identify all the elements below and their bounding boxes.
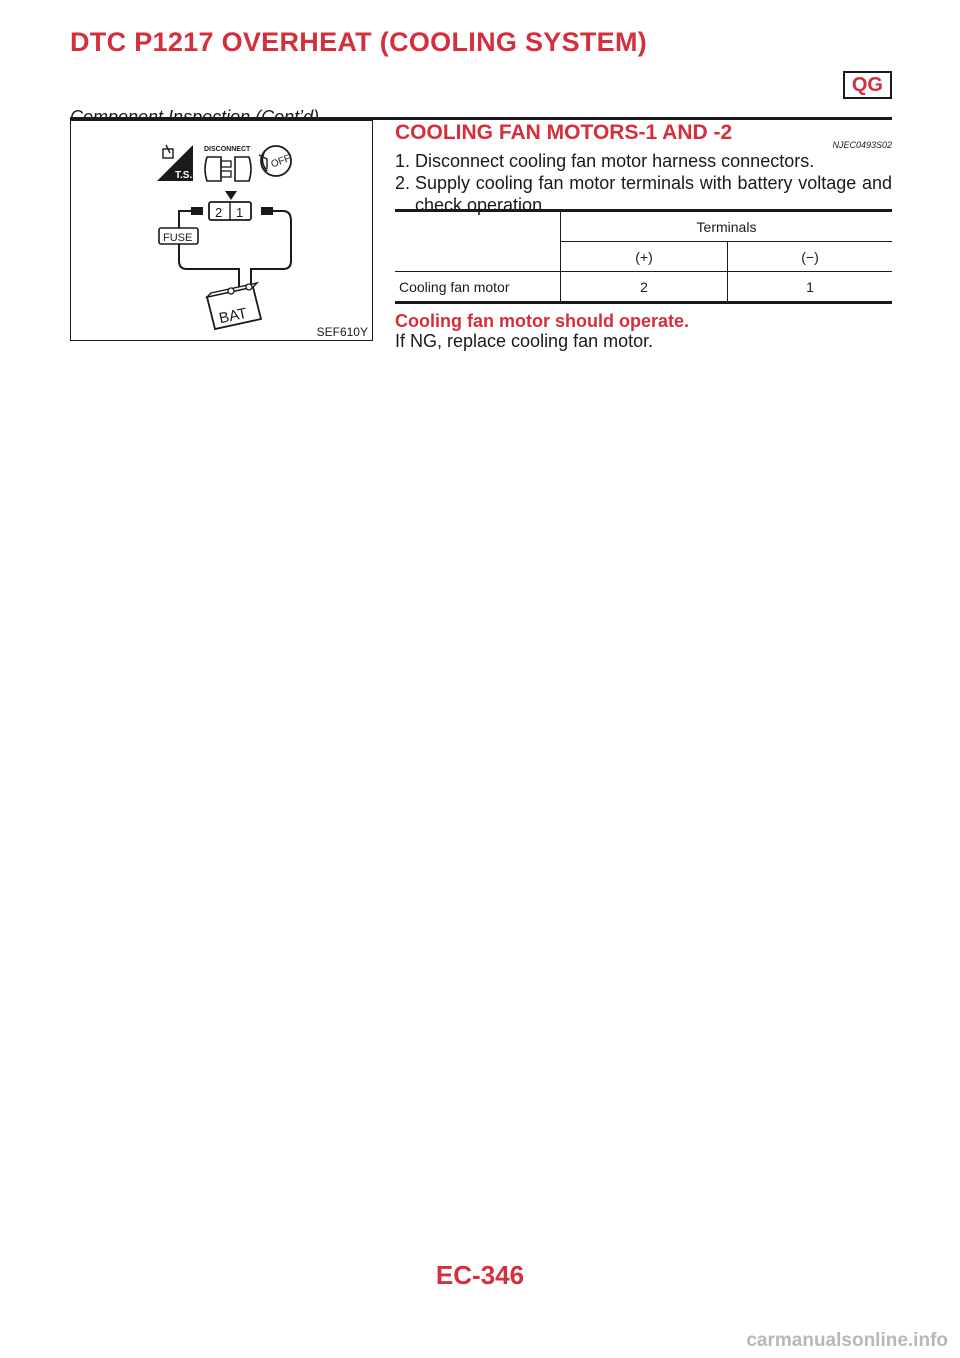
wiring-diagram-figure — [70, 120, 373, 341]
terminal-table — [395, 209, 892, 304]
plus-header: (+) — [561, 242, 728, 272]
step-number: 1. — [395, 151, 411, 171]
terminal-2-label: 2 — [215, 205, 223, 220]
step-number: 2. — [395, 173, 411, 193]
ignition-off-icon — [259, 146, 292, 176]
step-text: Supply cooling fan motor terminals with battery voltage and check operation. — [415, 173, 892, 215]
battery-icon — [207, 283, 261, 329]
disconnect-label: DISCONNECT — [204, 146, 251, 153]
corrective-action: If NG, replace cooling fan motor. — [395, 331, 654, 351]
ts-icon — [157, 145, 193, 181]
section-code: NJEC0493S02 — [832, 140, 892, 150]
terminals-header: Terminals — [561, 211, 893, 242]
figure-caption: SEF610Y — [316, 325, 368, 339]
minus-header: (−) — [728, 242, 893, 272]
off-label: OFF — [269, 153, 293, 171]
battery-label: BAT — [217, 304, 249, 328]
fuse-label: FUSE — [163, 232, 193, 244]
section-title: COOLING FAN MOTORS-1 AND -2 — [395, 121, 733, 144]
terminal-1-label: 1 — [236, 205, 244, 220]
wiring-diagram — [71, 121, 374, 342]
wiring-loop — [179, 211, 291, 287]
row-label: Cooling fan motor — [399, 278, 510, 295]
table-header-row — [395, 211, 892, 242]
engine-badge: QG — [843, 71, 892, 99]
step-1 — [395, 150, 892, 172]
table-subheader-row — [395, 242, 892, 272]
disconnect-icon — [204, 146, 251, 181]
row-minus-value: 1 — [728, 272, 893, 303]
ts-label: T.S. — [175, 170, 193, 181]
expected-result: Cooling fan motor should operate. — [395, 311, 689, 331]
fan-motor-connector-icon — [191, 191, 273, 220]
fuse-icon — [159, 228, 198, 244]
watermark: carmanualsonline.info — [746, 1330, 948, 1351]
step-text: Disconnect cooling fan motor harness connectors. — [415, 151, 815, 171]
page-title: DTC P1217 OVERHEAT (COOLING SYSTEM) — [70, 27, 648, 57]
table-row — [395, 272, 892, 303]
page-number: EC-346 — [435, 1260, 525, 1290]
row-plus-value: 2 — [561, 272, 728, 303]
